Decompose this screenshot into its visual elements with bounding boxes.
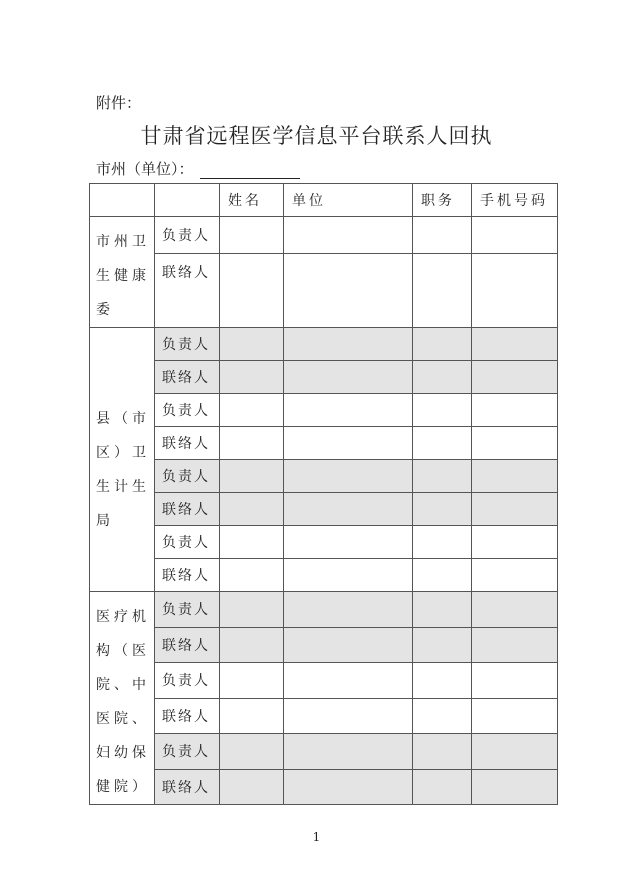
role-cell: 负责人 bbox=[155, 734, 220, 770]
page-number: 1 bbox=[312, 830, 321, 844]
role-cell: 联络人 bbox=[155, 698, 220, 734]
position-cell[interactable] bbox=[413, 427, 472, 460]
header-cell-name: 姓名 bbox=[220, 184, 284, 217]
unit-cell[interactable] bbox=[284, 328, 413, 361]
unit-cell[interactable] bbox=[284, 592, 413, 628]
name-cell[interactable] bbox=[220, 394, 284, 427]
position-cell[interactable] bbox=[413, 559, 472, 592]
phone-cell[interactable] bbox=[472, 698, 558, 734]
table-row bbox=[90, 427, 558, 460]
position-cell[interactable] bbox=[413, 627, 472, 663]
role-cell: 联络人 bbox=[155, 361, 220, 394]
table-row bbox=[90, 328, 558, 361]
table-row bbox=[90, 592, 558, 628]
header-cell-position: 职务 bbox=[413, 184, 472, 217]
role-cell: 联络人 bbox=[155, 493, 220, 526]
name-cell[interactable] bbox=[220, 526, 284, 559]
unit-cell[interactable] bbox=[284, 559, 413, 592]
name-cell[interactable] bbox=[220, 493, 284, 526]
table-row bbox=[90, 394, 558, 427]
position-cell[interactable] bbox=[413, 361, 472, 394]
category-county-health-bureau: 县（市区）卫生计生局 bbox=[90, 328, 155, 592]
table-row bbox=[90, 493, 558, 526]
header-cell-unit: 单位 bbox=[284, 184, 413, 217]
unit-cell[interactable] bbox=[284, 460, 413, 493]
position-cell[interactable] bbox=[413, 217, 472, 254]
position-cell[interactable] bbox=[413, 592, 472, 628]
attachment-label: 附件： bbox=[96, 94, 142, 112]
name-cell[interactable] bbox=[220, 698, 284, 734]
unit-blank-field[interactable] bbox=[200, 162, 300, 179]
table-header-row bbox=[90, 184, 558, 217]
phone-cell[interactable] bbox=[472, 526, 558, 559]
phone-cell[interactable] bbox=[472, 217, 558, 254]
unit-cell[interactable] bbox=[284, 217, 413, 254]
role-cell: 联络人 bbox=[155, 769, 220, 805]
unit-cell[interactable] bbox=[284, 627, 413, 663]
table-row bbox=[90, 361, 558, 394]
name-cell[interactable] bbox=[220, 769, 284, 805]
unit-cell[interactable] bbox=[284, 361, 413, 394]
position-cell[interactable] bbox=[413, 460, 472, 493]
category-medical-institutions: 医疗机构（医院、中医院、妇幼保健院） bbox=[90, 592, 155, 805]
unit-cell[interactable] bbox=[284, 663, 413, 699]
phone-cell[interactable] bbox=[472, 769, 558, 805]
unit-label: 市州（单位）： bbox=[96, 160, 194, 178]
unit-cell[interactable] bbox=[284, 769, 413, 805]
unit-cell[interactable] bbox=[284, 698, 413, 734]
phone-cell[interactable] bbox=[472, 460, 558, 493]
table-row bbox=[90, 559, 558, 592]
name-cell[interactable] bbox=[220, 328, 284, 361]
role-cell: 负责人 bbox=[155, 526, 220, 559]
position-cell[interactable] bbox=[413, 769, 472, 805]
role-cell: 负责人 bbox=[155, 592, 220, 628]
name-cell[interactable] bbox=[220, 559, 284, 592]
phone-cell[interactable] bbox=[472, 627, 558, 663]
role-cell: 负责人 bbox=[155, 217, 220, 254]
phone-cell[interactable] bbox=[472, 493, 558, 526]
unit-cell[interactable] bbox=[284, 427, 413, 460]
document-title: 甘肃省远程医学信息平台联系人回执 bbox=[140, 124, 493, 148]
name-cell[interactable] bbox=[220, 361, 284, 394]
role-cell: 联络人 bbox=[155, 254, 220, 328]
position-cell[interactable] bbox=[413, 526, 472, 559]
name-cell[interactable] bbox=[220, 734, 284, 770]
phone-cell[interactable] bbox=[472, 559, 558, 592]
role-cell: 负责人 bbox=[155, 328, 220, 361]
phone-cell[interactable] bbox=[472, 592, 558, 628]
phone-cell[interactable] bbox=[472, 734, 558, 770]
table-row bbox=[90, 663, 558, 699]
unit-cell[interactable] bbox=[284, 394, 413, 427]
name-cell[interactable] bbox=[220, 460, 284, 493]
header-cell-role bbox=[155, 184, 220, 217]
position-cell[interactable] bbox=[413, 394, 472, 427]
name-cell[interactable] bbox=[220, 427, 284, 460]
position-cell[interactable] bbox=[413, 663, 472, 699]
role-cell: 联络人 bbox=[155, 427, 220, 460]
phone-cell[interactable] bbox=[472, 361, 558, 394]
table-row bbox=[90, 217, 558, 254]
position-cell[interactable] bbox=[413, 328, 472, 361]
table-row bbox=[90, 627, 558, 663]
role-cell: 联络人 bbox=[155, 559, 220, 592]
role-cell: 负责人 bbox=[155, 394, 220, 427]
role-cell: 联络人 bbox=[155, 627, 220, 663]
table-row bbox=[90, 769, 558, 805]
name-cell[interactable] bbox=[220, 627, 284, 663]
unit-cell[interactable] bbox=[284, 734, 413, 770]
name-cell[interactable] bbox=[220, 254, 284, 328]
phone-cell[interactable] bbox=[472, 663, 558, 699]
position-cell[interactable] bbox=[413, 493, 472, 526]
table-row bbox=[90, 460, 558, 493]
name-cell[interactable] bbox=[220, 663, 284, 699]
phone-cell[interactable] bbox=[472, 427, 558, 460]
unit-line bbox=[96, 158, 300, 179]
position-cell[interactable] bbox=[413, 734, 472, 770]
phone-cell[interactable] bbox=[472, 254, 558, 328]
header-cell-category bbox=[90, 184, 155, 217]
position-cell[interactable] bbox=[413, 698, 472, 734]
phone-cell[interactable] bbox=[472, 394, 558, 427]
name-cell[interactable] bbox=[220, 217, 284, 254]
table-row bbox=[90, 254, 558, 328]
role-cell: 负责人 bbox=[155, 663, 220, 699]
role-cell: 负责人 bbox=[155, 460, 220, 493]
unit-cell[interactable] bbox=[284, 526, 413, 559]
phone-cell[interactable] bbox=[472, 328, 558, 361]
position-cell[interactable] bbox=[413, 254, 472, 328]
category-city-health-commission: 市州卫生健康委 bbox=[90, 217, 155, 328]
table-row bbox=[90, 526, 558, 559]
unit-cell[interactable] bbox=[284, 493, 413, 526]
header-cell-phone: 手机号码 bbox=[472, 184, 558, 217]
table-row bbox=[90, 698, 558, 734]
contacts-table bbox=[89, 183, 558, 805]
name-cell[interactable] bbox=[220, 592, 284, 628]
table-row bbox=[90, 734, 558, 770]
unit-cell[interactable] bbox=[284, 254, 413, 328]
